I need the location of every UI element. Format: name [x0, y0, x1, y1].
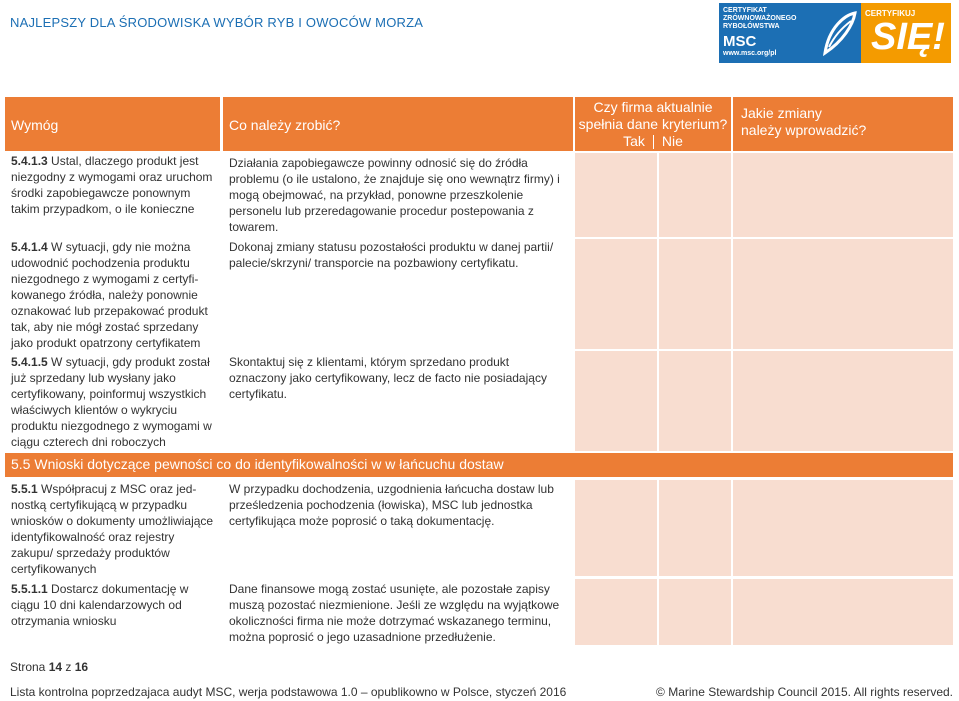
table-row-requirement — [5, 581, 220, 645]
logo-line-3: RYBOŁÓWSTWA — [723, 23, 780, 30]
header-yes: Tak — [623, 133, 645, 149]
requirement-text: Współpracuj z MSC oraz jed-nostką certyfikującą w przypadku wniosków o dokumenty umożliwiające identyfikowalność oraz rejestry zakupu/ sprzedaży produktów certyfikowanych — [11, 482, 214, 576]
requirement-text: Ustal, dlaczego produkt jest niezgodny z wymogami oraz uruchom środki zapobiegawcze ponownym takim przypadkom, o ile konieczne — [11, 154, 213, 216]
table-row-action: W przypadku dochodzenia, uzgodnienia łańcucha dostaw lub prześledzenia pochodzenia (łowiska), MSC lub jednostka certyfikująca może poprosić o taką dokumentację. — [229, 482, 554, 528]
header-question-line2: spełnia dane kryterium? — [578, 116, 728, 132]
header-no: Nie — [661, 133, 683, 149]
page-current: 14 — [48, 660, 63, 674]
table-row-requirement — [5, 481, 220, 577]
answer-yes-cell[interactable] — [575, 480, 657, 576]
table-row-action: Działania zapobiegawcze powinny odnosić się do źródła problemu (o ile ustalono, że znajduje się ono wewnątrz firmy) i mogą obejmować, na przykład, ponowne przeszkolenie personelu lub przeredagowanie procedur postepowania z towarem. — [229, 156, 560, 234]
header-changes-line2: należy wprowadzić? — [741, 122, 867, 138]
answer-no-cell[interactable] — [659, 239, 731, 349]
header-changes — [733, 97, 953, 151]
logo-url: www.msc.org/pl — [723, 50, 777, 57]
footer-copyright: © Marine Stewardship Council 2015. All rights reserved. — [656, 685, 953, 699]
logo-line-1: CERTYFIKAT — [723, 7, 767, 14]
header-action: Co należy zrobić? — [223, 97, 573, 151]
table-row-action: Dane finansowe mogą zostać usunięte, ale pozostałe zapisy muszą pozostać niezmienione. Jeśli ze względu na wyjątkowe okoliczności firma nie może dotrzymać wskazanego terminu, można poprosić o jego uzasadnione przedłużenie. — [229, 582, 560, 644]
footer-document-info: Lista kontrolna poprzedzajaca audyt MSC, werja podstawowa 1.0 – opublikowno w Polsce, styczeń 2016 — [10, 685, 567, 699]
page-total: 16 — [74, 660, 89, 674]
changes-input-cell[interactable] — [733, 579, 953, 645]
answer-yes-cell[interactable] — [575, 579, 657, 645]
header-yes-no — [575, 133, 731, 150]
page-number — [10, 660, 88, 674]
table-row-requirement — [5, 239, 220, 351]
answer-no-cell[interactable] — [659, 351, 731, 451]
answer-yes-cell[interactable] — [575, 239, 657, 349]
requirement-text: Dostarcz dokumentację w ciągu 10 dni kalendarzowych od otrzymania wniosku — [11, 582, 189, 628]
table-row-action: Dokonaj zmiany statusu pozostałości produktu w danej partii/ palecie/skrzyni/ transporcie na pozbawiony certyfikatu. — [229, 240, 554, 270]
answer-yes-cell[interactable] — [575, 153, 657, 237]
requirement-number: 5.5.1.1 — [11, 582, 48, 596]
changes-input-cell[interactable] — [733, 153, 953, 237]
answer-no-cell[interactable] — [659, 579, 731, 645]
header-requirement: Wymóg — [5, 97, 220, 151]
header-yes-no-divider — [653, 135, 654, 149]
changes-input-cell[interactable] — [733, 239, 953, 349]
msc-certification-logo — [719, 3, 951, 63]
section-heading-5-5: 5.5 Wnioski dotyczące pewności co do identyfikowalności w w łańcuchu dostaw — [5, 453, 953, 477]
logo-cert-text: CERTYFIKUJ — [865, 9, 916, 18]
header-changes-line1: Jakie zmiany — [741, 105, 822, 121]
changes-input-cell[interactable] — [733, 480, 953, 576]
requirement-text: W sytuacji, gdy produkt został już sprzedany lub wysłany jako certyfikowany, poinformuj wszystkich właściwych klientów o wykryciu produktu niezgodnego z wymogami w ciągu czterech dni roboczych — [11, 355, 212, 449]
page-label: Strona — [10, 660, 49, 674]
checklist-table — [5, 97, 953, 645]
answer-yes-cell[interactable] — [575, 351, 657, 451]
answer-no-cell[interactable] — [659, 153, 731, 237]
requirement-number: 5.5.1 — [11, 482, 38, 496]
table-row-requirement — [5, 153, 220, 241]
requirement-number: 5.4.1.4 — [11, 240, 48, 254]
table-row-action: Skontaktuj się z klientami, którym sprzedano produkt oznaczony jako certyfikowany, lecz de facto nie posiadający certyfikatu. — [229, 355, 547, 401]
requirement-text: W sytuacji, gdy nie można udowodnić pochodzenia produktu niezgodnego z wymogami z certyfi-kowanego źródła, należy ponownie oznakować lub przepakować produkt tak, aby nie mógł zostać sprzedany jako produkt opatrzony certyfikatem — [11, 240, 208, 350]
changes-input-cell[interactable] — [733, 351, 953, 451]
requirement-number: 5.4.1.5 — [11, 355, 48, 369]
logo-line-2: ZRÓWNOWAŻONEGO — [723, 15, 797, 22]
requirement-number: 5.4.1.3 — [11, 154, 48, 168]
header-question-line1: Czy firma aktualnie — [593, 99, 713, 115]
header-question — [575, 97, 731, 151]
answer-no-cell[interactable] — [659, 480, 731, 576]
logo-sie-text: SIĘ! — [871, 16, 945, 58]
table-row-requirement — [5, 354, 220, 452]
msc-fish-icon — [819, 7, 859, 59]
page-header-title: NAJLEPSZY DLA ŚRODOWISKA WYBÓR RYB I OWOCÓW MORZA — [10, 15, 424, 30]
page-of: z — [62, 660, 75, 674]
logo-brand: MSC — [723, 33, 757, 50]
